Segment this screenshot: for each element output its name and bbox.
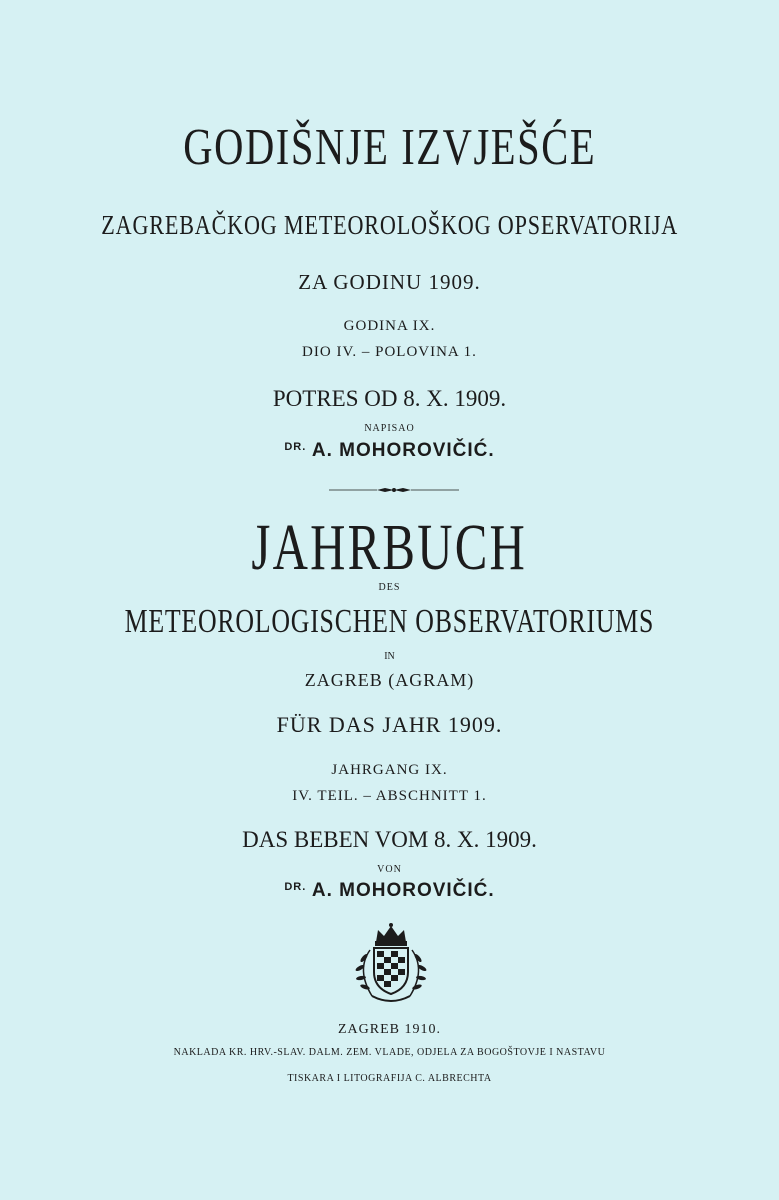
german-year-line: FÜR DAS JAHR 1909. <box>276 712 503 737</box>
german-author-prefix: DR. <box>284 881 307 893</box>
coat-of-arms-icon <box>346 920 436 1006</box>
ornamental-divider-icon <box>329 484 459 496</box>
croatian-topic: POTRES OD 8. X. 1909. <box>272 386 507 411</box>
german-city: ZAGREB (AGRAM) <box>304 670 475 690</box>
german-title: JAHRBUCH <box>251 511 528 584</box>
german-author <box>0 880 779 902</box>
croatian-by-label: NAPISAO <box>364 423 415 434</box>
imprint-printer: TISKARA I LITOGRAFIJA C. ALBRECHTA <box>287 1073 492 1084</box>
imprint-place-year: ZAGREB 1910. <box>338 1022 441 1037</box>
german-author-name: A. MOHOROVIČIĆ. <box>311 880 495 901</box>
croatian-title: GODIŠNJE IZVJEŠĆE <box>183 119 596 176</box>
croatian-author <box>0 440 779 462</box>
croatian-year-line: ZA GODINU 1909. <box>298 270 481 294</box>
croatian-subtitle: ZAGREBAČKOG METEOROLOŠKOG OPSERVATORIJA <box>101 210 678 240</box>
croatian-author-prefix: DR. <box>284 441 307 453</box>
croatian-volume: GODINA IX. <box>343 318 436 334</box>
german-by-label: VON <box>377 864 402 875</box>
croatian-part: DIO IV. – POLOVINA 1. <box>302 344 477 360</box>
german-part: IV. TEIL. – ABSCHNITT 1. <box>292 788 487 804</box>
german-subtitle: METEOROLOGISCHEN OBSERVATORIUMS <box>124 603 655 640</box>
croatian-author-name: A. MOHOROVIČIĆ. <box>311 440 495 461</box>
imprint-publisher: NAKLADA KR. HRV.-SLAV. DALM. ZEM. VLADE, ODJELA ZA BOGOŠTOVJE I NASTAVU <box>173 1047 606 1058</box>
german-volume: JAHRGANG IX. <box>331 762 448 778</box>
german-topic: DAS BEBEN VOM 8. X. 1909. <box>242 827 537 852</box>
german-des: DES <box>378 582 401 593</box>
german-in: IN <box>384 651 395 662</box>
